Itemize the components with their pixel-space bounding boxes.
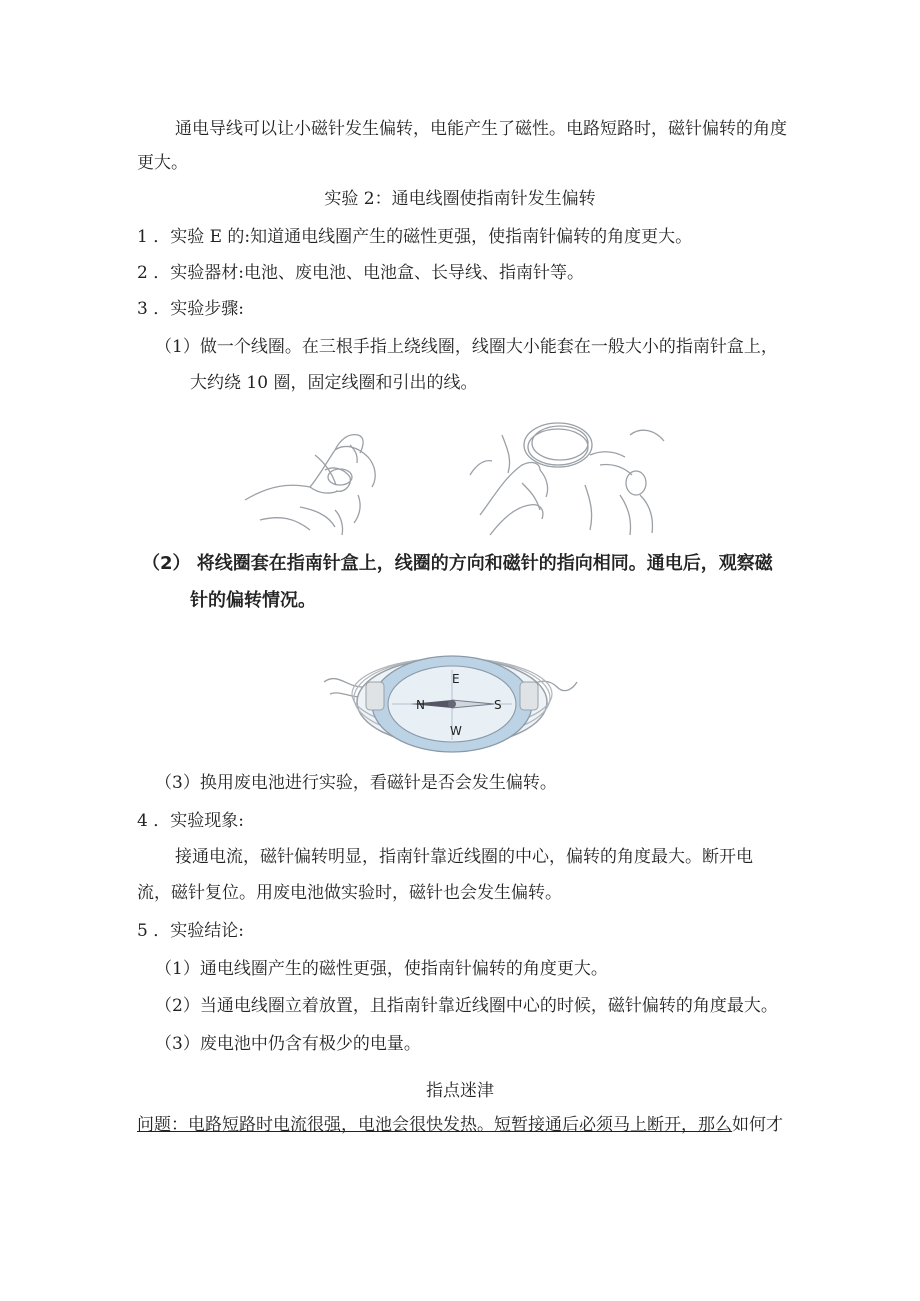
step-2-line-2: 针的偏转情况。 — [190, 590, 316, 611]
tips-question-underlined: 问题：电路短路时电流很强，电池会很快发热。短暂接通后必须马上断开，那么 — [137, 1115, 732, 1135]
conclusion-2: （2）当通电线圈立着放置，且指南针靠近线圈中心的时候，磁针偏转的角度最大。 — [155, 996, 778, 1016]
experiment-materials: 2 ．实验器材:电池、废电池、电池盒、长导线、指南针等。 — [137, 263, 584, 283]
experiment-purpose: 1 ．实验 E 的:知道通电线圈产生的磁性更强，使指南针偏转的角度更大。 — [137, 227, 693, 247]
phenomenon-heading: 4 ．实验现象: — [137, 811, 244, 831]
tips-question — [137, 1114, 783, 1136]
intro-line-1: 通电导线可以让小磁针发生偏转，电能产生了磁性。电路短路时，磁针偏转的角度 — [175, 119, 787, 139]
step-3: （3）换用废电池进行实验，看磁针是否会发生偏转。 — [155, 773, 557, 793]
steps-heading: 3 ．实验步骤: — [137, 299, 244, 319]
tips-question-rest: 如何才 — [732, 1115, 783, 1135]
conclusion-1: （1）通电线圈产生的磁性更强，使指南针偏转的角度更大。 — [155, 959, 608, 979]
step-1-line-1: （1）做一个线圈。在三根手指上绕线圈，线圈大小能套在一般大小的指南针盒上， — [155, 337, 778, 357]
compass-coil-illustration — [322, 632, 582, 762]
compass-label-east: S — [494, 698, 502, 712]
phenomenon-line-1: 接通电流，磁针偏转明显，指南针靠近线圈的中心，偏转的角度最大。断开电 — [175, 847, 753, 867]
compass-label-north: E — [452, 672, 460, 686]
step-2-line-1: （2） 将线圈套在指南针盒上，线圈的方向和磁针的指向相同。通电后，观察磁 — [142, 553, 773, 574]
tips-title: 指点迷津 — [426, 1081, 494, 1101]
compass-label-south: W — [450, 724, 462, 738]
conclusion-3: （3）废电池中仍含有极少的电量。 — [155, 1034, 421, 1054]
experiment-title: 实验 2：通电线圈使指南针发生偏转 — [324, 189, 596, 209]
phenomenon-line-2: 流，磁针复位。用废电池做实验时，磁针也会发生偏转。 — [137, 883, 562, 903]
step-1-line-2: 大约绕 10 圈，固定线圈和引出的线。 — [190, 373, 478, 393]
coil-winding-illustration — [240, 415, 670, 540]
intro-line-2: 更大。 — [137, 153, 188, 173]
compass-label-west: N — [416, 698, 425, 712]
conclusion-heading: 5 ．实验结论: — [137, 921, 244, 941]
